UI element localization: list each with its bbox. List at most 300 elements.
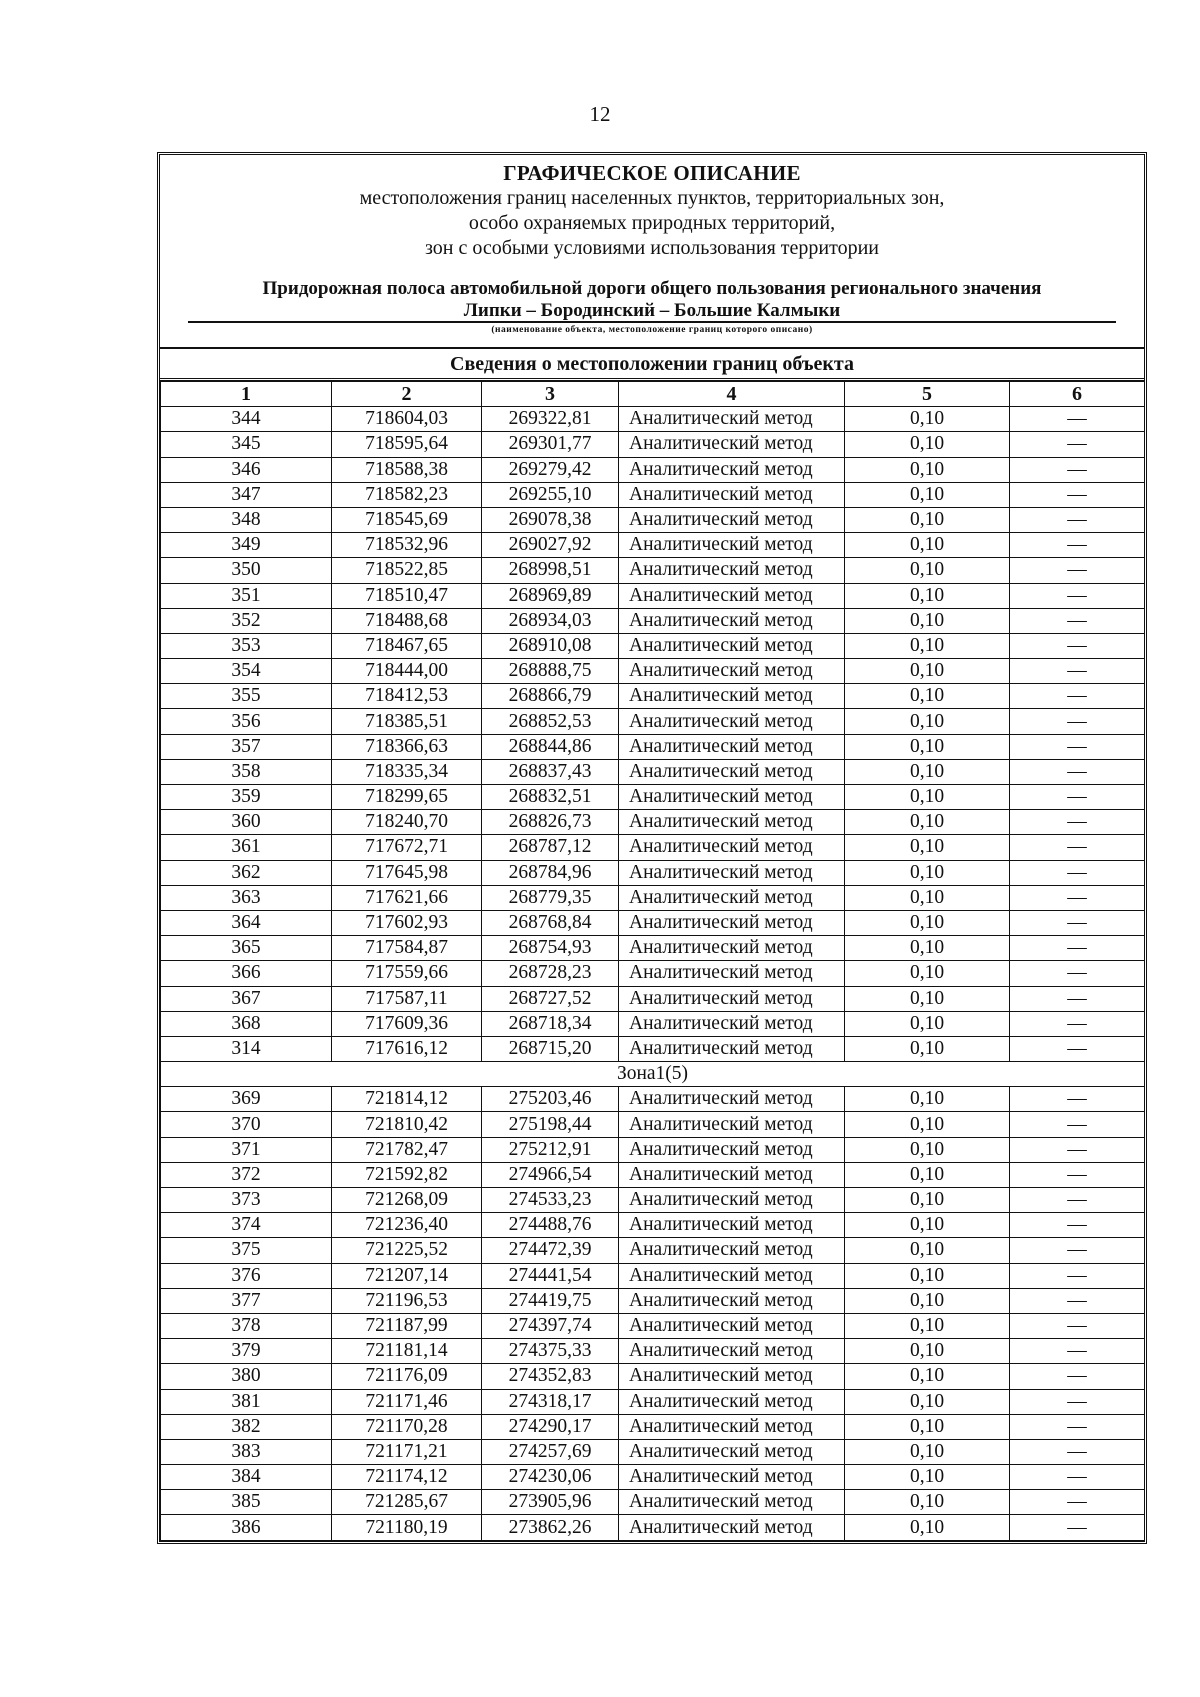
precision-cell: 0,10 (845, 860, 1010, 885)
description-cell: — (1010, 1339, 1145, 1364)
table-row (161, 961, 1145, 986)
description-cell: — (1010, 659, 1145, 684)
column-header: 1 (161, 382, 332, 407)
point-number-cell: 378 (161, 1313, 332, 1338)
point-number-cell: 344 (161, 407, 332, 432)
y-coordinate-cell: 274257,69 (482, 1439, 619, 1464)
description-cell: — (1010, 810, 1145, 835)
point-number-cell: 353 (161, 633, 332, 658)
precision-cell: 0,10 (845, 734, 1010, 759)
table-row (161, 1011, 1145, 1036)
table-row (161, 1288, 1145, 1313)
x-coordinate-cell: 718510,47 (332, 583, 482, 608)
point-number-cell: 365 (161, 936, 332, 961)
y-coordinate-cell: 268826,73 (482, 810, 619, 835)
method-cell: Аналитический метод (619, 885, 845, 910)
y-coordinate-cell: 268768,84 (482, 910, 619, 935)
method-cell: Аналитический метод (619, 457, 845, 482)
method-cell: Аналитический метод (619, 936, 845, 961)
x-coordinate-cell: 717559,66 (332, 961, 482, 986)
table-row (161, 810, 1145, 835)
y-coordinate-cell: 269301,77 (482, 432, 619, 457)
precision-cell: 0,10 (845, 482, 1010, 507)
y-coordinate-cell: 268718,34 (482, 1011, 619, 1036)
description-cell: — (1010, 1238, 1145, 1263)
y-coordinate-cell: 274472,39 (482, 1238, 619, 1263)
precision-cell: 0,10 (845, 1112, 1010, 1137)
x-coordinate-cell: 718240,70 (332, 810, 482, 835)
precision-cell: 0,10 (845, 533, 1010, 558)
table-row (161, 885, 1145, 910)
method-cell: Аналитический метод (619, 1213, 845, 1238)
method-cell: Аналитический метод (619, 1137, 845, 1162)
table-row (161, 1137, 1145, 1162)
y-coordinate-cell: 268934,03 (482, 608, 619, 633)
description-cell: — (1010, 558, 1145, 583)
table-row (161, 558, 1145, 583)
x-coordinate-cell: 717587,11 (332, 986, 482, 1011)
description-cell: — (1010, 684, 1145, 709)
x-coordinate-cell: 721268,09 (332, 1188, 482, 1213)
method-cell: Аналитический метод (619, 1339, 845, 1364)
method-cell: Аналитический метод (619, 1439, 845, 1464)
point-number-cell: 359 (161, 785, 332, 810)
y-coordinate-cell: 268787,12 (482, 835, 619, 860)
point-number-cell: 370 (161, 1112, 332, 1137)
precision-cell: 0,10 (845, 1439, 1010, 1464)
point-number-cell: 346 (161, 457, 332, 482)
point-number-cell: 354 (161, 659, 332, 684)
precision-cell: 0,10 (845, 633, 1010, 658)
precision-cell: 0,10 (845, 936, 1010, 961)
table-row (161, 785, 1145, 810)
precision-cell: 0,10 (845, 1036, 1010, 1061)
x-coordinate-cell: 721187,99 (332, 1313, 482, 1338)
description-cell: — (1010, 1414, 1145, 1439)
precision-cell: 0,10 (845, 457, 1010, 482)
table-row (161, 986, 1145, 1011)
object-caption: (наименование объекта, местоположение границ которого описано) (491, 325, 813, 335)
table-row (161, 1439, 1145, 1464)
y-coordinate-cell: 269027,92 (482, 533, 619, 558)
point-number-cell: 357 (161, 734, 332, 759)
table-row (161, 936, 1145, 961)
x-coordinate-cell: 718299,65 (332, 785, 482, 810)
point-number-cell: 362 (161, 860, 332, 885)
y-coordinate-cell: 274441,54 (482, 1263, 619, 1288)
description-cell: — (1010, 910, 1145, 935)
description-cell: — (1010, 835, 1145, 860)
description-cell: — (1010, 1439, 1145, 1464)
point-number-cell: 381 (161, 1389, 332, 1414)
method-cell: Аналитический метод (619, 608, 845, 633)
x-coordinate-cell: 721174,12 (332, 1465, 482, 1490)
x-coordinate-cell: 718532,96 (332, 533, 482, 558)
x-coordinate-cell: 717609,36 (332, 1011, 482, 1036)
x-coordinate-cell: 718467,65 (332, 633, 482, 658)
y-coordinate-cell: 268866,79 (482, 684, 619, 709)
precision-cell: 0,10 (845, 407, 1010, 432)
point-number-cell: 360 (161, 810, 332, 835)
x-coordinate-cell: 721171,46 (332, 1389, 482, 1414)
point-number-cell: 383 (161, 1439, 332, 1464)
precision-cell: 0,10 (845, 558, 1010, 583)
table-row (161, 1213, 1145, 1238)
precision-cell: 0,10 (845, 1137, 1010, 1162)
y-coordinate-cell: 268888,75 (482, 659, 619, 684)
table-row (161, 709, 1145, 734)
method-cell: Аналитический метод (619, 1465, 845, 1490)
table-row (161, 633, 1145, 658)
method-cell: Аналитический метод (619, 1112, 845, 1137)
description-cell: — (1010, 860, 1145, 885)
zone-row (161, 1062, 1145, 1087)
y-coordinate-cell: 268779,35 (482, 885, 619, 910)
table-row (161, 1389, 1145, 1414)
table-row (161, 1087, 1145, 1112)
table-row (161, 1364, 1145, 1389)
method-cell: Аналитический метод (619, 759, 845, 784)
table-header-row (161, 382, 1145, 407)
method-cell: Аналитический метод (619, 961, 845, 986)
method-cell: Аналитический метод (619, 583, 845, 608)
x-coordinate-cell: 721170,28 (332, 1414, 482, 1439)
point-number-cell: 379 (161, 1339, 332, 1364)
precision-cell: 0,10 (845, 1087, 1010, 1112)
method-cell: Аналитический метод (619, 860, 845, 885)
x-coordinate-cell: 718444,00 (332, 659, 482, 684)
method-cell: Аналитический метод (619, 785, 845, 810)
method-cell: Аналитический метод (619, 910, 845, 935)
point-number-cell: 373 (161, 1188, 332, 1213)
y-coordinate-cell: 268910,08 (482, 633, 619, 658)
table-row (161, 860, 1145, 885)
page-number: 12 (589, 102, 611, 126)
section-title: Сведения о местоположении границ объекта (160, 349, 1144, 381)
coordinates-table (160, 381, 1145, 1541)
y-coordinate-cell: 275198,44 (482, 1112, 619, 1137)
table-row (161, 457, 1145, 482)
description-cell: — (1010, 1313, 1145, 1338)
point-number-cell: 358 (161, 759, 332, 784)
precision-cell: 0,10 (845, 608, 1010, 633)
precision-cell: 0,10 (845, 1238, 1010, 1263)
point-number-cell: 314 (161, 1036, 332, 1061)
method-cell: Аналитический метод (619, 1036, 845, 1061)
table-row (161, 1465, 1145, 1490)
method-cell: Аналитический метод (619, 432, 845, 457)
table-row (161, 835, 1145, 860)
x-coordinate-cell: 718582,23 (332, 482, 482, 507)
method-cell: Аналитический метод (619, 558, 845, 583)
description-cell: — (1010, 1515, 1145, 1540)
y-coordinate-cell: 274290,17 (482, 1414, 619, 1439)
table-row (161, 1414, 1145, 1439)
x-coordinate-cell: 717645,98 (332, 860, 482, 885)
column-header: 2 (332, 382, 482, 407)
subtitle-line-1: местоположения границ населенных пунктов, территориальных зон, (359, 187, 945, 209)
description-cell: — (1010, 936, 1145, 961)
point-number-cell: 350 (161, 558, 332, 583)
precision-cell: 0,10 (845, 1364, 1010, 1389)
method-cell: Аналитический метод (619, 1515, 845, 1540)
method-cell: Аналитический метод (619, 533, 845, 558)
y-coordinate-cell: 268998,51 (482, 558, 619, 583)
table-row (161, 482, 1145, 507)
y-coordinate-cell: 274397,74 (482, 1313, 619, 1338)
object-name-line-1: Придорожная полоса автомобильной дороги общего пользования регионального значения (262, 278, 1042, 299)
description-cell: — (1010, 734, 1145, 759)
x-coordinate-cell: 718385,51 (332, 709, 482, 734)
precision-cell: 0,10 (845, 1339, 1010, 1364)
description-cell: — (1010, 709, 1145, 734)
y-coordinate-cell: 274230,06 (482, 1465, 619, 1490)
method-cell: Аналитический метод (619, 659, 845, 684)
description-cell: — (1010, 1213, 1145, 1238)
description-cell: — (1010, 1364, 1145, 1389)
table-row (161, 507, 1145, 532)
x-coordinate-cell: 721236,40 (332, 1213, 482, 1238)
precision-cell: 0,10 (845, 759, 1010, 784)
precision-cell: 0,10 (845, 885, 1010, 910)
x-coordinate-cell: 721782,47 (332, 1137, 482, 1162)
precision-cell: 0,10 (845, 507, 1010, 532)
point-number-cell: 371 (161, 1137, 332, 1162)
x-coordinate-cell: 717616,12 (332, 1036, 482, 1061)
precision-cell: 0,10 (845, 810, 1010, 835)
method-cell: Аналитический метод (619, 1011, 845, 1036)
description-cell: — (1010, 1011, 1145, 1036)
description-cell: — (1010, 1188, 1145, 1213)
method-cell: Аналитический метод (619, 1238, 845, 1263)
y-coordinate-cell: 274419,75 (482, 1288, 619, 1313)
y-coordinate-cell: 268844,86 (482, 734, 619, 759)
y-coordinate-cell: 274375,33 (482, 1339, 619, 1364)
table-row (161, 759, 1145, 784)
point-number-cell: 369 (161, 1087, 332, 1112)
description-cell: — (1010, 432, 1145, 457)
precision-cell: 0,10 (845, 1288, 1010, 1313)
point-number-cell: 374 (161, 1213, 332, 1238)
method-cell: Аналитический метод (619, 1087, 845, 1112)
x-coordinate-cell: 718522,85 (332, 558, 482, 583)
precision-cell: 0,10 (845, 1162, 1010, 1187)
method-cell: Аналитический метод (619, 709, 845, 734)
x-coordinate-cell: 718488,68 (332, 608, 482, 633)
description-cell: — (1010, 1465, 1145, 1490)
table-row (161, 1339, 1145, 1364)
description-cell: — (1010, 1288, 1145, 1313)
point-number-cell: 347 (161, 482, 332, 507)
document-header (160, 155, 1144, 349)
precision-cell: 0,10 (845, 432, 1010, 457)
y-coordinate-cell: 274966,54 (482, 1162, 619, 1187)
method-cell: Аналитический метод (619, 684, 845, 709)
table-row (161, 910, 1145, 935)
point-number-cell: 361 (161, 835, 332, 860)
point-number-cell: 375 (161, 1238, 332, 1263)
column-header: 3 (482, 382, 619, 407)
table-row (161, 407, 1145, 432)
x-coordinate-cell: 718366,63 (332, 734, 482, 759)
table-row (161, 432, 1145, 457)
y-coordinate-cell: 274488,76 (482, 1213, 619, 1238)
description-cell: — (1010, 633, 1145, 658)
x-coordinate-cell: 717584,87 (332, 936, 482, 961)
x-coordinate-cell: 718545,69 (332, 507, 482, 532)
precision-cell: 0,10 (845, 785, 1010, 810)
method-cell: Аналитический метод (619, 1288, 845, 1313)
description-cell: — (1010, 1137, 1145, 1162)
precision-cell: 0,10 (845, 583, 1010, 608)
x-coordinate-cell: 721592,82 (332, 1162, 482, 1187)
point-number-cell: 377 (161, 1288, 332, 1313)
precision-cell: 0,10 (845, 1414, 1010, 1439)
description-cell: — (1010, 785, 1145, 810)
x-coordinate-cell: 717621,66 (332, 885, 482, 910)
column-header: 4 (619, 382, 845, 407)
description-cell: — (1010, 533, 1145, 558)
table-row (161, 734, 1145, 759)
method-cell: Аналитический метод (619, 1188, 845, 1213)
description-cell: — (1010, 1112, 1145, 1137)
method-cell: Аналитический метод (619, 407, 845, 432)
x-coordinate-cell: 721814,12 (332, 1087, 482, 1112)
description-cell: — (1010, 457, 1145, 482)
y-coordinate-cell: 275212,91 (482, 1137, 619, 1162)
x-coordinate-cell: 718412,53 (332, 684, 482, 709)
y-coordinate-cell: 268837,43 (482, 759, 619, 784)
precision-cell: 0,10 (845, 1213, 1010, 1238)
y-coordinate-cell: 275203,46 (482, 1087, 619, 1112)
method-cell: Аналитический метод (619, 1162, 845, 1187)
method-cell: Аналитический метод (619, 810, 845, 835)
x-coordinate-cell: 721225,52 (332, 1238, 482, 1263)
point-number-cell: 382 (161, 1414, 332, 1439)
x-coordinate-cell: 721196,53 (332, 1288, 482, 1313)
method-cell: Аналитический метод (619, 1263, 845, 1288)
zone-label: Зона1(5) (161, 1062, 1145, 1087)
point-number-cell: 384 (161, 1465, 332, 1490)
x-coordinate-cell: 717602,93 (332, 910, 482, 935)
description-cell: — (1010, 507, 1145, 532)
x-coordinate-cell: 721207,14 (332, 1263, 482, 1288)
table-row (161, 1490, 1145, 1515)
table-row (161, 1162, 1145, 1187)
table-row (161, 1188, 1145, 1213)
document-title: ГРАФИЧЕСКОЕ ОПИСАНИЕ (503, 161, 801, 185)
x-coordinate-cell: 721285,67 (332, 1490, 482, 1515)
point-number-cell: 348 (161, 507, 332, 532)
description-cell: — (1010, 1162, 1145, 1187)
precision-cell: 0,10 (845, 1490, 1010, 1515)
y-coordinate-cell: 268969,89 (482, 583, 619, 608)
method-cell: Аналитический метод (619, 633, 845, 658)
y-coordinate-cell: 273905,96 (482, 1490, 619, 1515)
table-row (161, 1238, 1145, 1263)
y-coordinate-cell: 269279,42 (482, 457, 619, 482)
precision-cell: 0,10 (845, 910, 1010, 935)
point-number-cell: 386 (161, 1515, 332, 1540)
x-coordinate-cell: 721810,42 (332, 1112, 482, 1137)
x-coordinate-cell: 721171,21 (332, 1439, 482, 1464)
y-coordinate-cell: 273862,26 (482, 1515, 619, 1540)
method-cell: Аналитический метод (619, 507, 845, 532)
precision-cell: 0,10 (845, 1011, 1010, 1036)
method-cell: Аналитический метод (619, 1364, 845, 1389)
method-cell: Аналитический метод (619, 835, 845, 860)
precision-cell: 0,10 (845, 709, 1010, 734)
y-coordinate-cell: 274318,17 (482, 1389, 619, 1414)
point-number-cell: 376 (161, 1263, 332, 1288)
point-number-cell: 366 (161, 961, 332, 986)
table-row (161, 608, 1145, 633)
object-name-line-2: Липки – Бородинский – Большие Калмыки (463, 300, 841, 321)
x-coordinate-cell: 718595,64 (332, 432, 482, 457)
description-cell: — (1010, 407, 1145, 432)
description-cell: — (1010, 759, 1145, 784)
y-coordinate-cell: 269322,81 (482, 407, 619, 432)
table-row (161, 533, 1145, 558)
precision-cell: 0,10 (845, 961, 1010, 986)
precision-cell: 0,10 (845, 684, 1010, 709)
description-cell: — (1010, 1036, 1145, 1061)
method-cell: Аналитический метод (619, 1490, 845, 1515)
description-cell: — (1010, 583, 1145, 608)
description-cell: — (1010, 1087, 1145, 1112)
subtitle-line-2: особо охраняемых природных территорий, (468, 212, 836, 234)
precision-cell: 0,10 (845, 1313, 1010, 1338)
method-cell: Аналитический метод (619, 482, 845, 507)
precision-cell: 0,10 (845, 1389, 1010, 1414)
method-cell: Аналитический метод (619, 1389, 845, 1414)
column-header: 6 (1010, 382, 1145, 407)
precision-cell: 0,10 (845, 835, 1010, 860)
x-coordinate-cell: 721176,09 (332, 1364, 482, 1389)
method-cell: Аналитический метод (619, 1414, 845, 1439)
document-frame (157, 152, 1147, 1544)
x-coordinate-cell: 718588,38 (332, 457, 482, 482)
subtitle-line-3: зон с особыми условиями использования территории (424, 237, 880, 259)
point-number-cell: 385 (161, 1490, 332, 1515)
table-row (161, 684, 1145, 709)
precision-cell: 0,10 (845, 1188, 1010, 1213)
y-coordinate-cell: 268727,52 (482, 986, 619, 1011)
point-number-cell: 356 (161, 709, 332, 734)
method-cell: Аналитический метод (619, 1313, 845, 1338)
y-coordinate-cell: 269078,38 (482, 507, 619, 532)
precision-cell: 0,10 (845, 986, 1010, 1011)
y-coordinate-cell: 268832,51 (482, 785, 619, 810)
x-coordinate-cell: 717672,71 (332, 835, 482, 860)
description-cell: — (1010, 1389, 1145, 1414)
point-number-cell: 355 (161, 684, 332, 709)
point-number-cell: 364 (161, 910, 332, 935)
description-cell: — (1010, 1490, 1145, 1515)
method-cell: Аналитический метод (619, 734, 845, 759)
point-number-cell: 345 (161, 432, 332, 457)
table-row (161, 1036, 1145, 1061)
x-coordinate-cell: 721181,14 (332, 1339, 482, 1364)
point-number-cell: 372 (161, 1162, 332, 1187)
y-coordinate-cell: 268715,20 (482, 1036, 619, 1061)
y-coordinate-cell: 269255,10 (482, 482, 619, 507)
y-coordinate-cell: 268784,96 (482, 860, 619, 885)
table-row (161, 1112, 1145, 1137)
point-number-cell: 380 (161, 1364, 332, 1389)
description-cell: — (1010, 961, 1145, 986)
precision-cell: 0,10 (845, 1263, 1010, 1288)
